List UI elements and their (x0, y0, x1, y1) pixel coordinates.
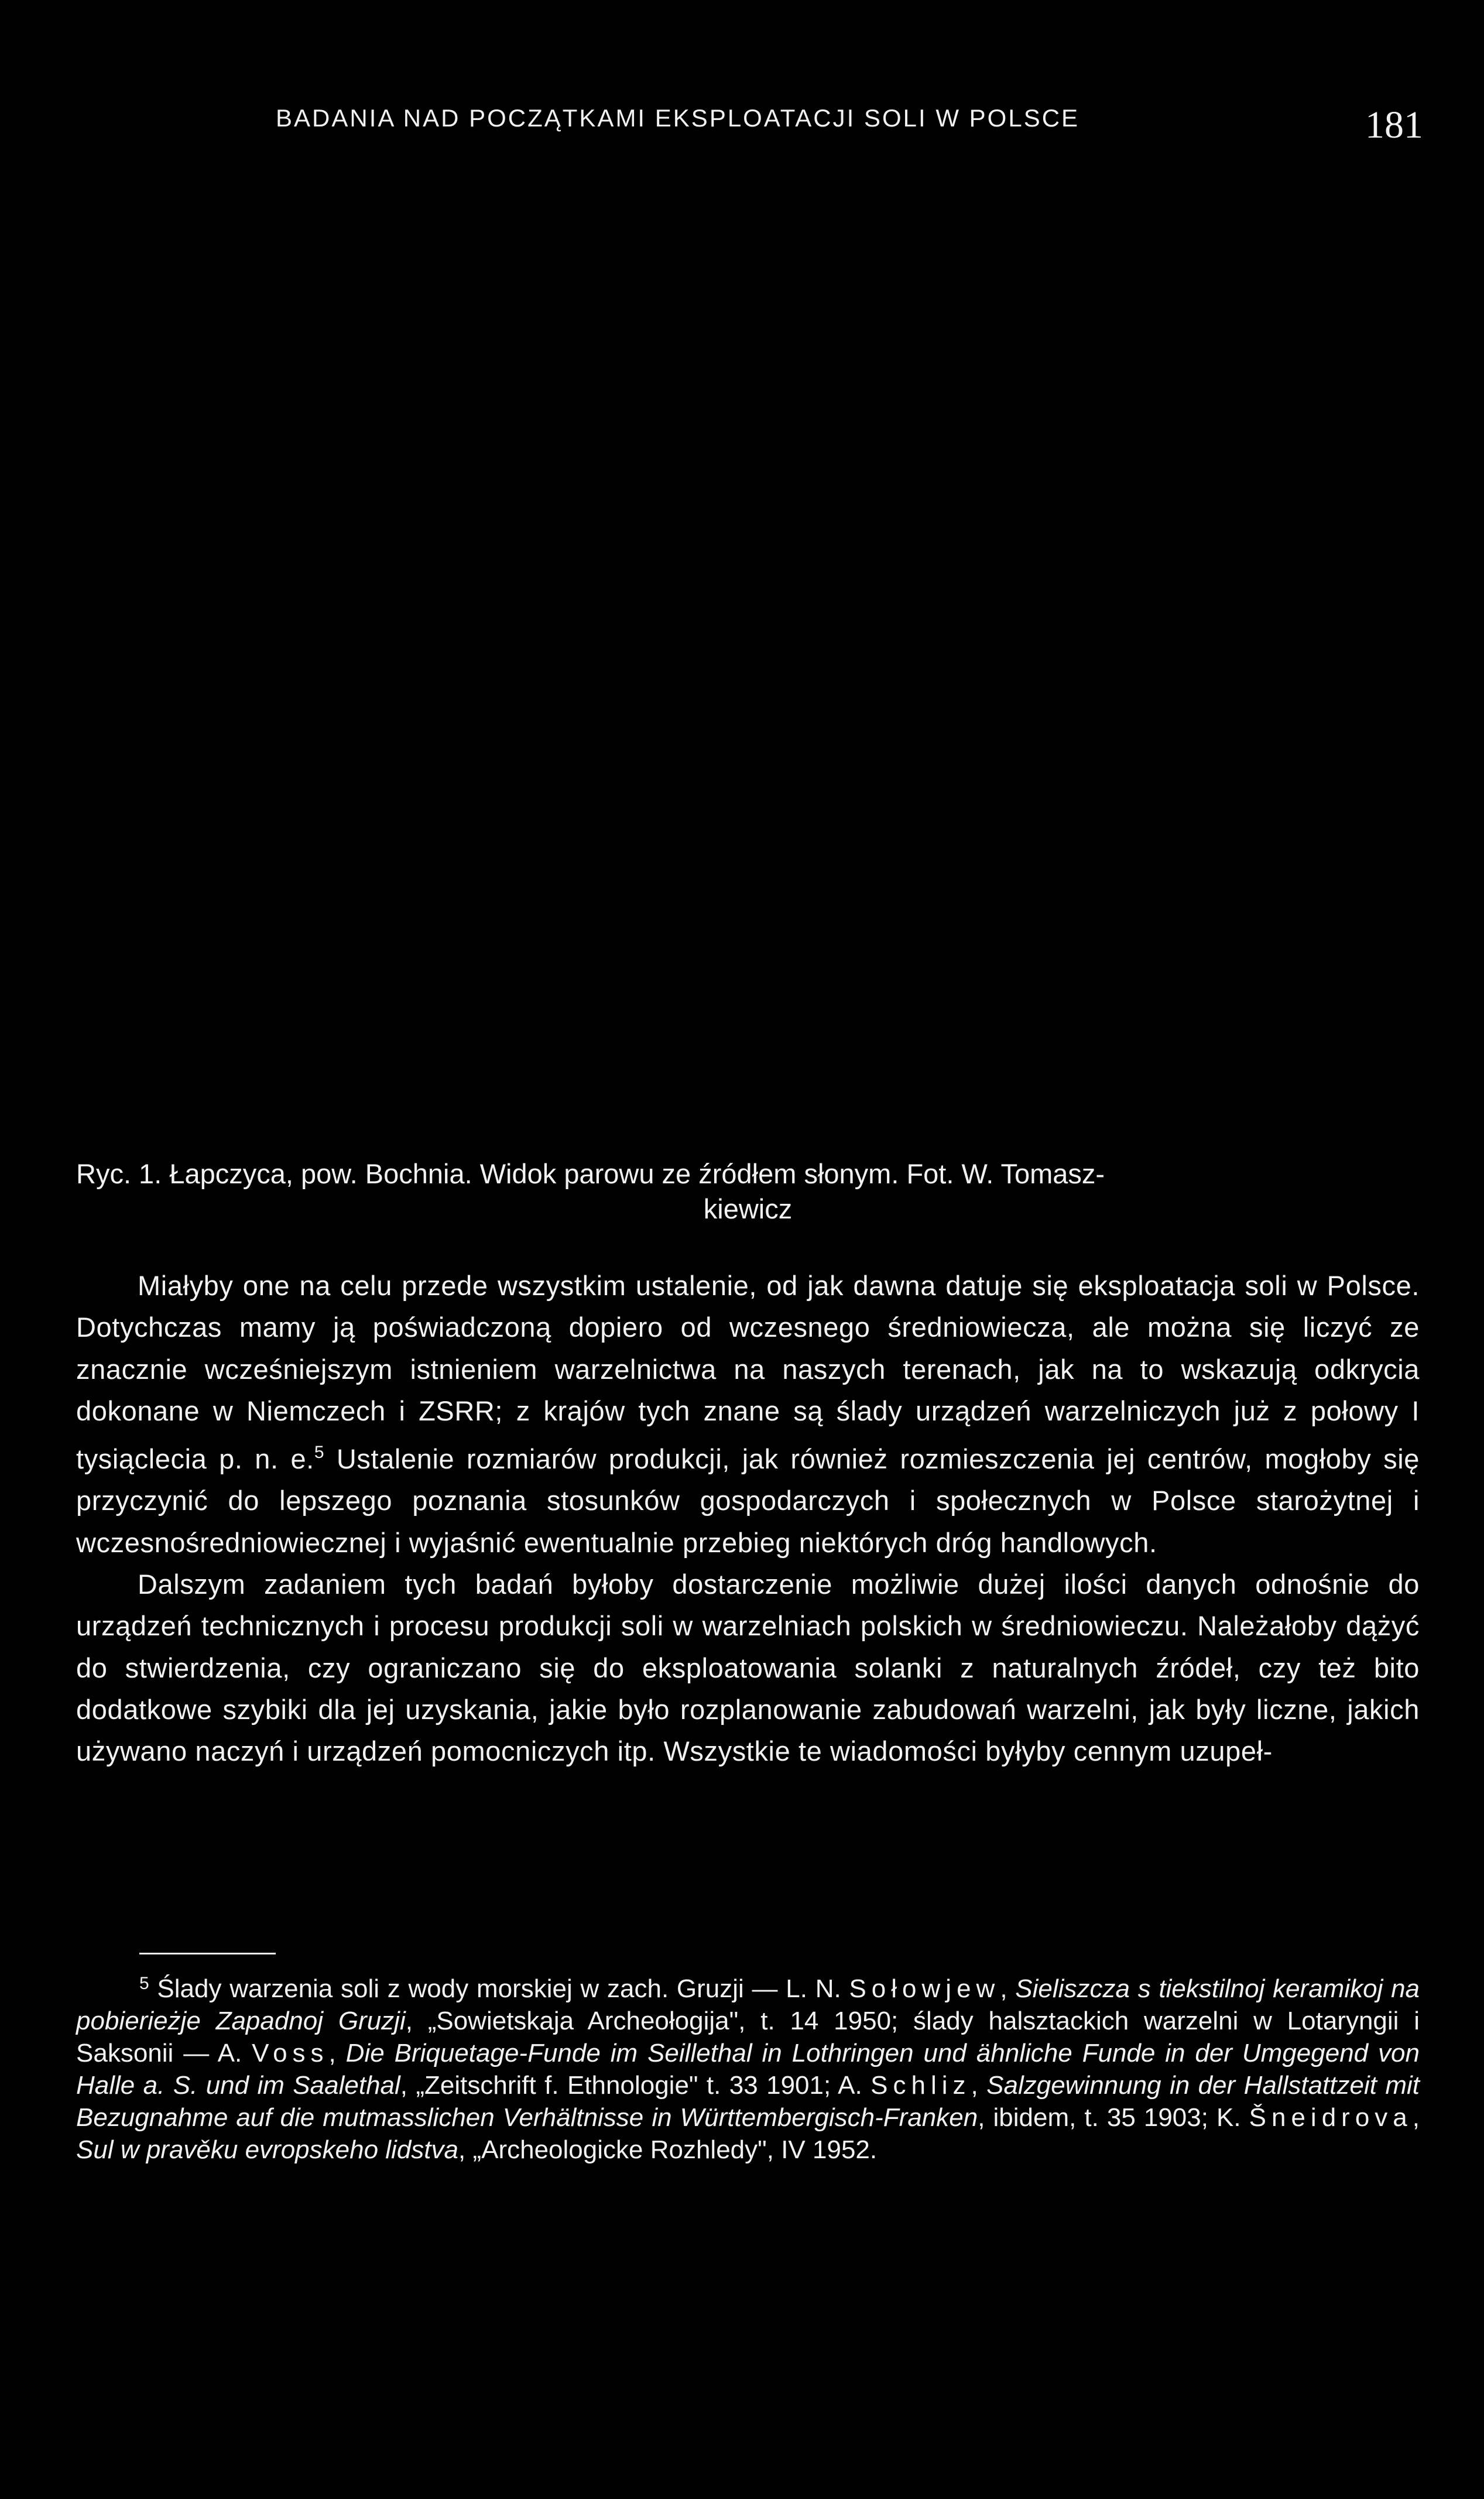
footnote-title: Sul w pravěku evropskeho lidstva (76, 2135, 458, 2164)
footnote-text: Ślady warzenia soli z wody morskiej w zach. Gruzji — L. N. (149, 1974, 849, 2003)
footnote-text: , (1412, 2103, 1420, 2132)
footnote-title: Sieliszcza s tiekstilnoj keramikoj na pobierieżje Zapadnoj Gruzji (76, 1974, 1420, 2035)
photograph-dark (0, 176, 1484, 1136)
footnote-title: Salzgewinnung in der Hallstattzeit mit Bezugnahme auf die mutmasslichen Verhältnisse in Württembergisch-Franken (76, 2071, 1420, 2132)
footnote-text: , (1000, 1974, 1016, 2003)
page-number: 181 (1365, 104, 1423, 146)
footnote-author: Schliz (870, 2071, 971, 2100)
footnote-text: , (328, 2039, 346, 2067)
footnote-text: , ibidem, t. 35 1903; K. (978, 2103, 1249, 2132)
paragraph-1-text: Miałyby one na celu przede wszystkim ustalenie, od jak dawna datuje się eksploatacja soli w Polsce. Dotychczas mamy ją poświadczoną dopiero od wczesnego średniowiecza, ale można się liczyć ze znacznie wcześniejszym istnieniem warzelnictwa na naszych terenach, jak na to wskazują odkrycia dokonane w Niemczech i ZSRR; z krajów tych znane są ślady urządzeń warzelniczych już z połowy I tysiąclecia p. n. e. (76, 1270, 1420, 1475)
footnote-marker: 5 (139, 1974, 149, 1993)
paragraph-1 (76, 1265, 1420, 1563)
footnote-text: , „Archeologicke Rozhledy", IV 1952. (458, 2135, 878, 2164)
footnote-author: Sołowjew (849, 1974, 1000, 2003)
body-text (76, 1265, 1420, 1772)
footnote-text: , „Zeitschrift f. Ethnologie" t. 33 1901; A. (400, 2071, 871, 2100)
paragraph-2: Dalszym zadaniem tych badań byłoby dostarczenie możliwie dużej ilości danych odnośnie do urządzeń technicznych i procesu produkcji soli w warzelniach polskich w średniowieczu. Należałoby dążyć do stwierdzenia, czy ograniczano się do eksploatowania solanki z naturalnych źródeł, czy też bito dodatkowe szybiki dla jej uzyskania, jakie było rozplanowanie zabudowań warzelni, jak były liczne, jakich używano naczyń i urządzeń pomocniczych itp. Wszystkie te wiadomości byłyby cennym uzupeł- (76, 1569, 1420, 1767)
footnote-author: Voss (252, 2039, 329, 2067)
footnotes (76, 1967, 1420, 2166)
paragraph-1-text-continued: Ustalenie rozmiarów produkcji, jak również rozmieszczenia jej centrów, mogłoby się przyczynić do lepszego poznania stosunków gospodarczych i społecznych w Polsce starożytnej i wczesnośredniowiecznej i wyjaśnić ewentualnie przebieg niektórych dróg handlowych. (76, 1443, 1420, 1558)
running-head: BADANIA NAD POCZĄTKAMI EKSPLOATACJI SOLI W POLSCE (276, 104, 1080, 132)
footnote-title: Die Briquetage-Funde im Seillethal in Lothringen und ähnliche Funde in der Umgegend von Halle a. S. und im Saalethal (76, 2039, 1420, 2100)
caption-line-2: kiewicz (703, 1193, 793, 1224)
page-header (276, 104, 1423, 151)
footnote-reference: 5 (314, 1443, 325, 1463)
footnote-author: Šneidrova (1249, 2103, 1413, 2132)
footnote-text: , „Sowietskaja Archeołogija", t. 14 1950; ślady halsztackich warzelni w Lotaryngii i Saksonii — A. (76, 2007, 1420, 2067)
footnote-text: , (971, 2071, 987, 2100)
footnote-separator (139, 1953, 276, 1954)
footnote-5 (76, 1967, 1420, 2166)
caption-line-1: Ryc. 1. Łapczyca, pow. Bochnia. Widok parowu ze źródłem słonym. Fot. W. Tomasz- (76, 1158, 1105, 1189)
figure-caption (76, 1156, 1420, 1227)
